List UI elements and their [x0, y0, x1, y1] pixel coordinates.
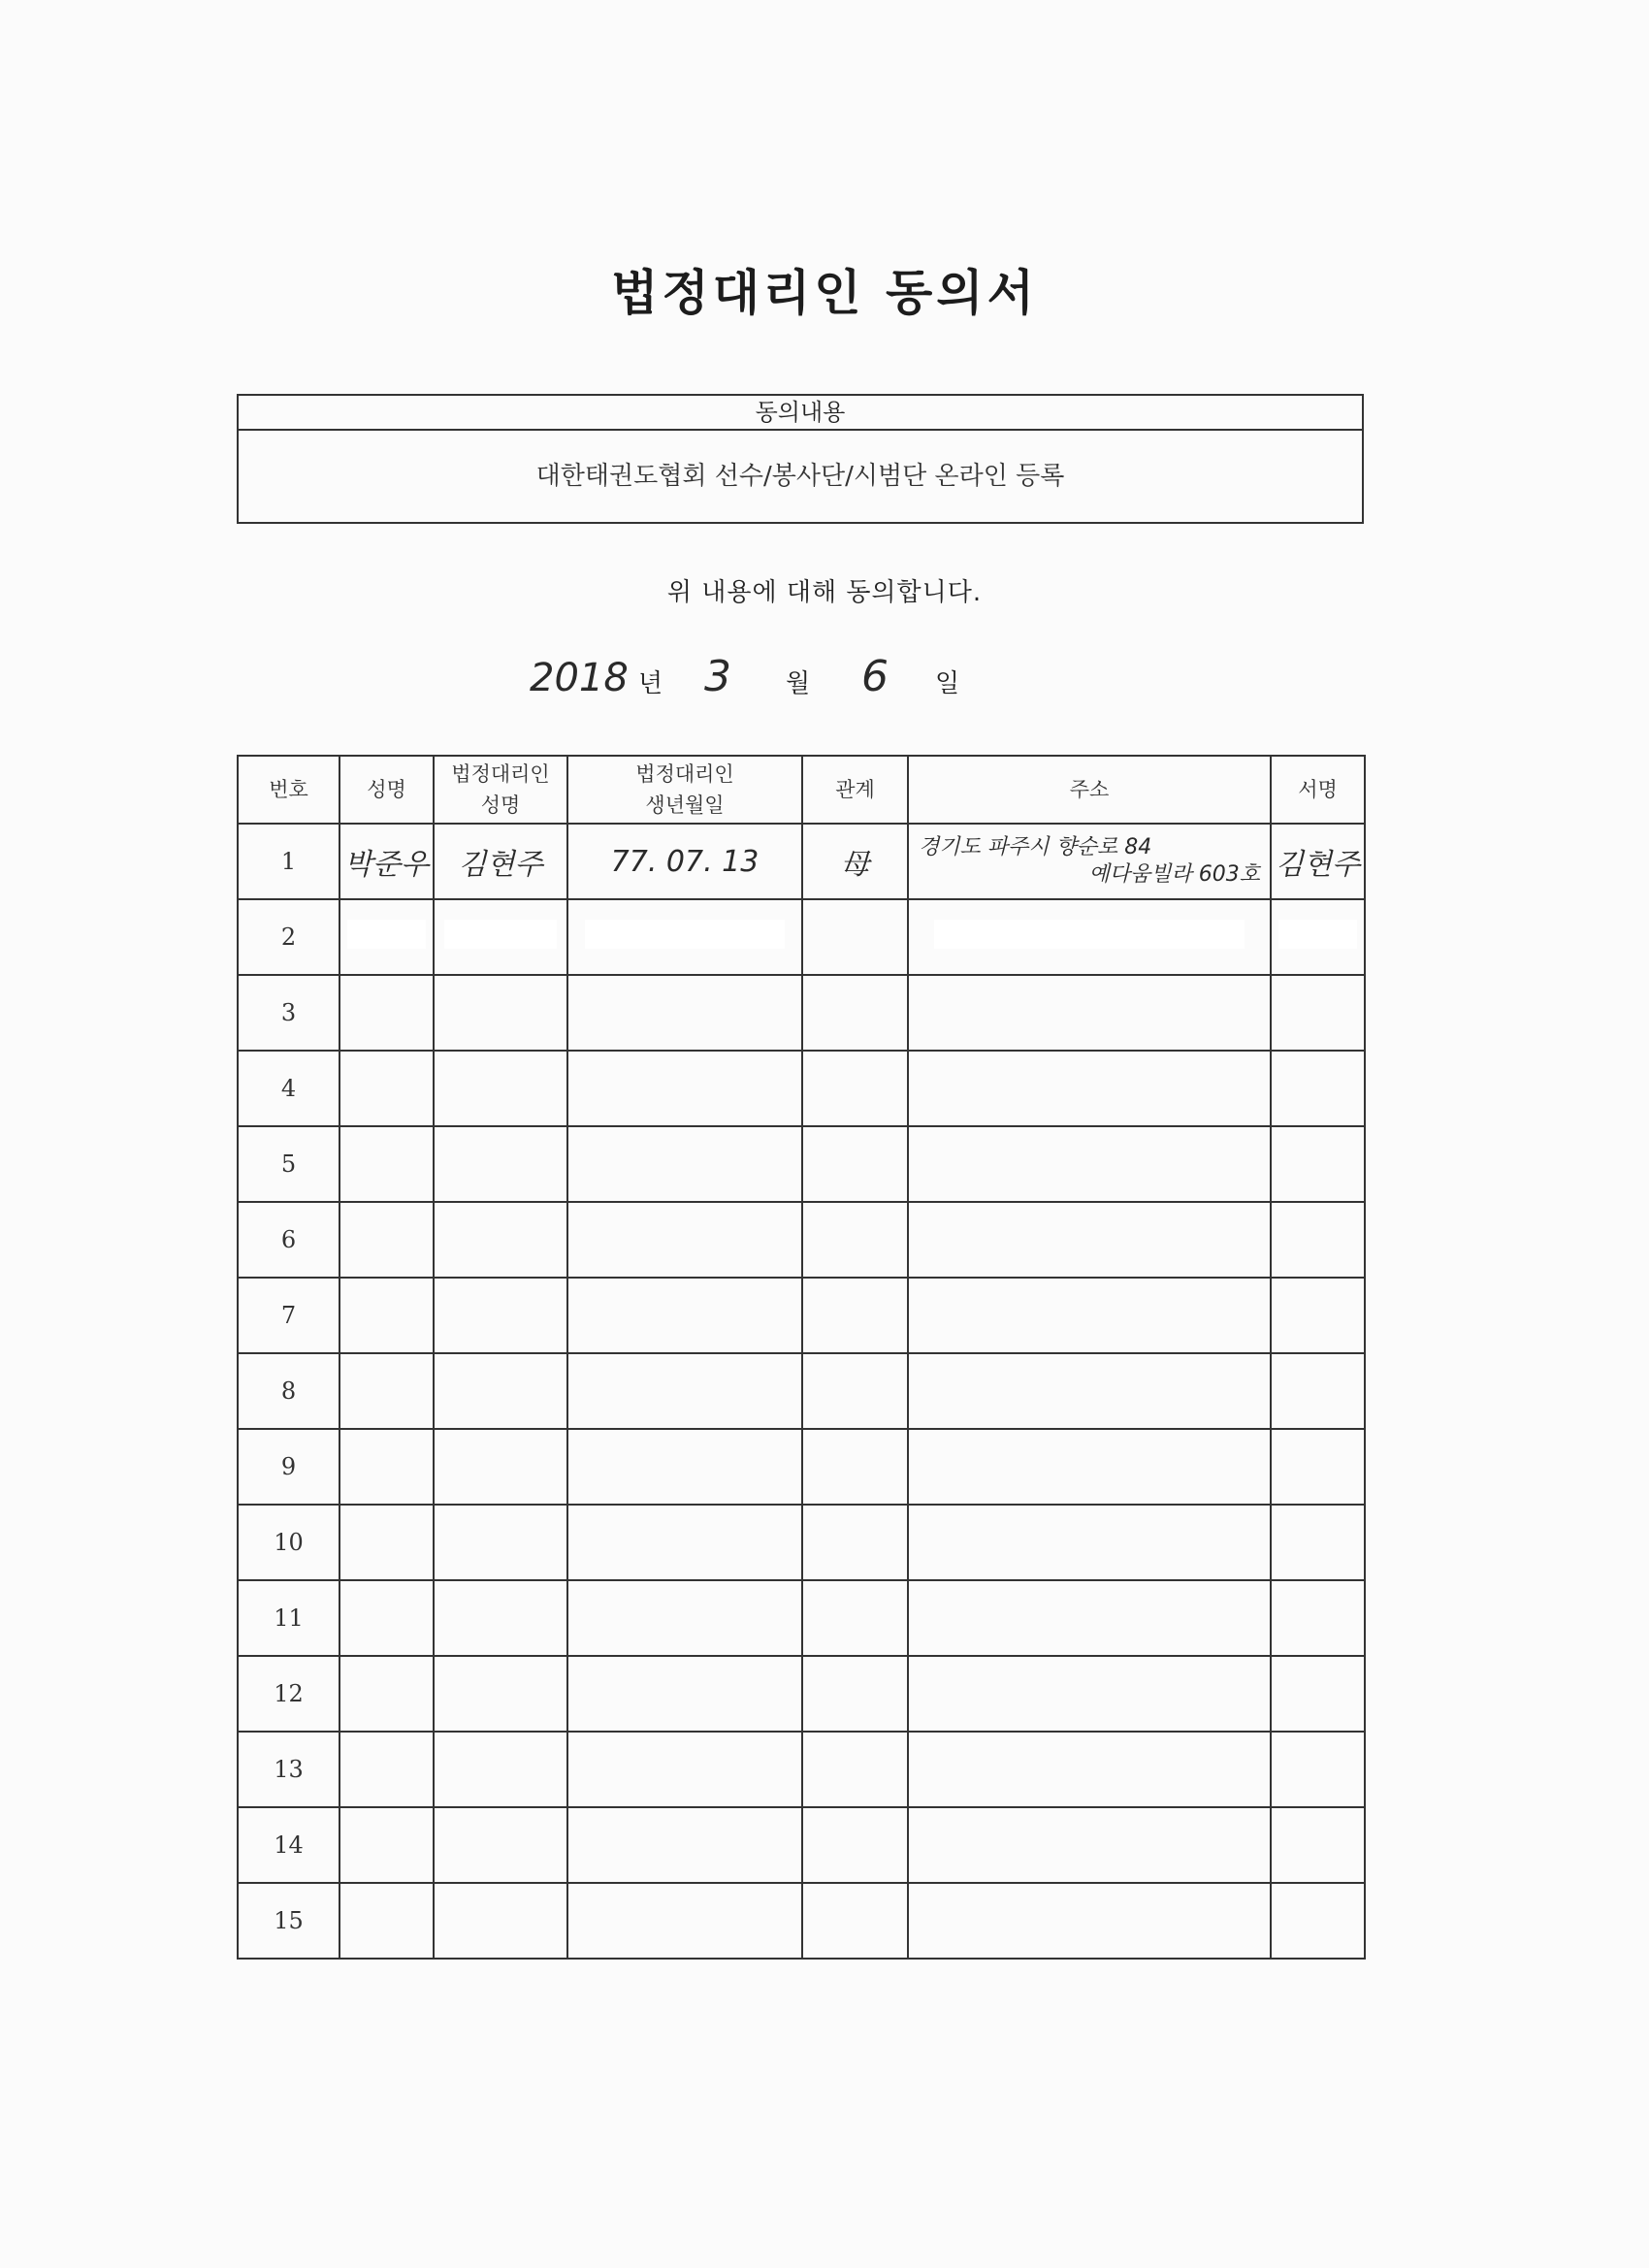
guardian-name-cell [434, 1883, 567, 1959]
header-guardian-birth [567, 756, 802, 824]
address-cell [908, 1656, 1271, 1732]
child-name-cell [340, 975, 434, 1051]
signature-cell [1271, 1732, 1365, 1807]
guardian-birth-cell [567, 1278, 802, 1353]
address-cell [908, 824, 1271, 899]
row-number: 15 [238, 1883, 340, 1959]
header-signature: 서명 [1271, 756, 1365, 824]
table-row [238, 975, 1365, 1051]
table-row [238, 1732, 1365, 1807]
address-cell [908, 975, 1271, 1051]
date-day-unit: 일 [935, 669, 960, 698]
guardian-birth-cell [567, 1051, 802, 1126]
redaction-mark [347, 920, 427, 949]
consent-body: 대한태권도협회 선수/봉사단/시범단 온라인 등록 [535, 462, 1065, 491]
relation-cell [802, 1051, 908, 1126]
guardian-birth-cell [567, 1202, 802, 1278]
header-relation: 관계 [802, 756, 908, 824]
signature-cell [1271, 1580, 1365, 1656]
header-guardian-name-line2: 성명 [480, 794, 521, 817]
date-line [524, 652, 1125, 710]
signature-cell [1271, 975, 1365, 1051]
document-title: 법정대리인 동의서 [611, 265, 1038, 321]
child-name-cell [340, 1051, 434, 1126]
guardian-birth-cell [567, 1126, 802, 1202]
guardian-name-cell [434, 1126, 567, 1202]
table-row [238, 824, 1365, 899]
guardian-name-cell [434, 975, 567, 1051]
guardian-birth-cell [567, 975, 802, 1051]
row-number: 1 [238, 824, 340, 899]
table-row [238, 1656, 1365, 1732]
header-guardian-name-line1: 법정대리인 [451, 762, 550, 786]
header-guardian-birth-line1: 법정대리인 [635, 762, 734, 786]
row-number: 13 [238, 1732, 340, 1807]
signature-cell [1271, 1505, 1365, 1580]
guardian-birth-cell [567, 1580, 802, 1656]
row-number: 14 [238, 1807, 340, 1883]
guardian-birth-cell: 77. 07. 13 [567, 824, 802, 899]
table-row [238, 1883, 1365, 1959]
guardian-name-cell [434, 899, 567, 975]
table-row [238, 1202, 1365, 1278]
table-row [238, 1505, 1365, 1580]
relation-cell [802, 1126, 908, 1202]
table-row [238, 1051, 1365, 1126]
guardian-birth-cell [567, 1353, 802, 1429]
address-cell [908, 1202, 1271, 1278]
row-number: 4 [238, 1051, 340, 1126]
signature-cell [1271, 1202, 1365, 1278]
relation-cell [802, 1202, 908, 1278]
date-year: 2018 [530, 656, 629, 700]
date-day: 6 [861, 652, 889, 701]
row-number: 2 [238, 899, 340, 975]
child-name-cell [340, 1883, 434, 1959]
address-line2: 예다움빌라 603호 [1088, 862, 1260, 887]
guardian-birth-cell [567, 1429, 802, 1505]
guardian-birth-cell [567, 1656, 802, 1732]
child-name-cell [340, 1505, 434, 1580]
signature-cell [1271, 1051, 1365, 1126]
table-header-row [238, 756, 1365, 824]
relation-cell [802, 1429, 908, 1505]
guardian-birth-cell [567, 1505, 802, 1580]
row-number: 12 [238, 1656, 340, 1732]
address-cell [908, 1807, 1271, 1883]
guardian-roster-table [237, 755, 1366, 1960]
date-month: 3 [704, 652, 731, 701]
guardian-name-cell [434, 1505, 567, 1580]
redaction-mark [934, 920, 1245, 949]
relation-cell [802, 1807, 908, 1883]
signature-cell [1271, 1278, 1365, 1353]
table-row [238, 1429, 1365, 1505]
address-cell [908, 1883, 1271, 1959]
relation-cell [802, 1732, 908, 1807]
row-number: 6 [238, 1202, 340, 1278]
address-cell [908, 1278, 1271, 1353]
row-number: 10 [238, 1505, 340, 1580]
relation-cell [802, 899, 908, 975]
table-row [238, 899, 1365, 975]
guardian-birth-cell [567, 1883, 802, 1959]
guardian-name-cell [434, 1278, 567, 1353]
child-name-cell [340, 1732, 434, 1807]
relation-cell: 母 [802, 824, 908, 899]
child-name-cell [340, 1278, 434, 1353]
guardian-name-cell [434, 1580, 567, 1656]
guardian-name-cell [434, 1732, 567, 1807]
relation-cell [802, 1278, 908, 1353]
address-cell [908, 1353, 1271, 1429]
relation-cell [802, 1883, 908, 1959]
child-name-cell [340, 899, 434, 975]
address-line1: 경기도 파주시 향순로 84 [919, 835, 1152, 859]
signature-cell [1271, 1807, 1365, 1883]
relation-cell [802, 1656, 908, 1732]
guardian-name-cell [434, 1353, 567, 1429]
consent-content-box [237, 394, 1364, 524]
header-name: 성명 [340, 756, 434, 824]
date-year-unit: 년 [638, 669, 663, 698]
row-number: 8 [238, 1353, 340, 1429]
row-number: 11 [238, 1580, 340, 1656]
header-number: 번호 [238, 756, 340, 824]
relation-cell [802, 975, 908, 1051]
child-name-cell [340, 1126, 434, 1202]
row-number: 3 [238, 975, 340, 1051]
address-cell [908, 1732, 1271, 1807]
table-row [238, 1580, 1365, 1656]
guardian-name-cell [434, 1429, 567, 1505]
relation-cell [802, 1580, 908, 1656]
address-cell [908, 1505, 1271, 1580]
child-name-cell: 박준우 [340, 824, 434, 899]
child-name-cell [340, 1580, 434, 1656]
guardian-birth-cell [567, 899, 802, 975]
child-name-cell [340, 1353, 434, 1429]
redaction-mark [1278, 920, 1358, 949]
address-cell [908, 1580, 1271, 1656]
consent-heading: 동의내용 [239, 396, 1362, 431]
address-cell [908, 1126, 1271, 1202]
signature-cell [1271, 1429, 1365, 1505]
header-guardian-name [434, 756, 567, 824]
signature-cell [1271, 1883, 1365, 1959]
table-row [238, 1278, 1365, 1353]
guardian-name-cell [434, 1051, 567, 1126]
address-cell [908, 1429, 1271, 1505]
child-name-cell [340, 1807, 434, 1883]
child-name-cell [340, 1429, 434, 1505]
header-guardian-birth-line2: 생년월일 [645, 794, 725, 817]
header-address: 주소 [908, 756, 1271, 824]
guardian-birth-cell [567, 1807, 802, 1883]
agreement-statement: 위 내용에 대해 동의합니다. [666, 578, 983, 607]
date-month-unit: 월 [786, 669, 811, 698]
row-number: 9 [238, 1429, 340, 1505]
child-name-cell [340, 1656, 434, 1732]
signature-cell [1271, 1656, 1365, 1732]
table-row [238, 1353, 1365, 1429]
table-row [238, 1126, 1365, 1202]
row-number: 7 [238, 1278, 340, 1353]
relation-cell [802, 1505, 908, 1580]
relation-cell [802, 1353, 908, 1429]
guardian-name-cell [434, 1202, 567, 1278]
redaction-mark [585, 920, 785, 949]
guardian-name-cell: 김현주 [434, 824, 567, 899]
address-cell [908, 1051, 1271, 1126]
signature-cell: 김현주 [1271, 824, 1365, 899]
table-row [238, 1807, 1365, 1883]
redaction-mark [444, 920, 558, 949]
row-number: 5 [238, 1126, 340, 1202]
signature-cell [1271, 1126, 1365, 1202]
guardian-birth-cell [567, 1732, 802, 1807]
address-cell [908, 899, 1271, 975]
signature-cell [1271, 1353, 1365, 1429]
guardian-name-cell [434, 1807, 567, 1883]
guardian-name-cell [434, 1656, 567, 1732]
child-name-cell [340, 1202, 434, 1278]
signature-cell [1271, 899, 1365, 975]
